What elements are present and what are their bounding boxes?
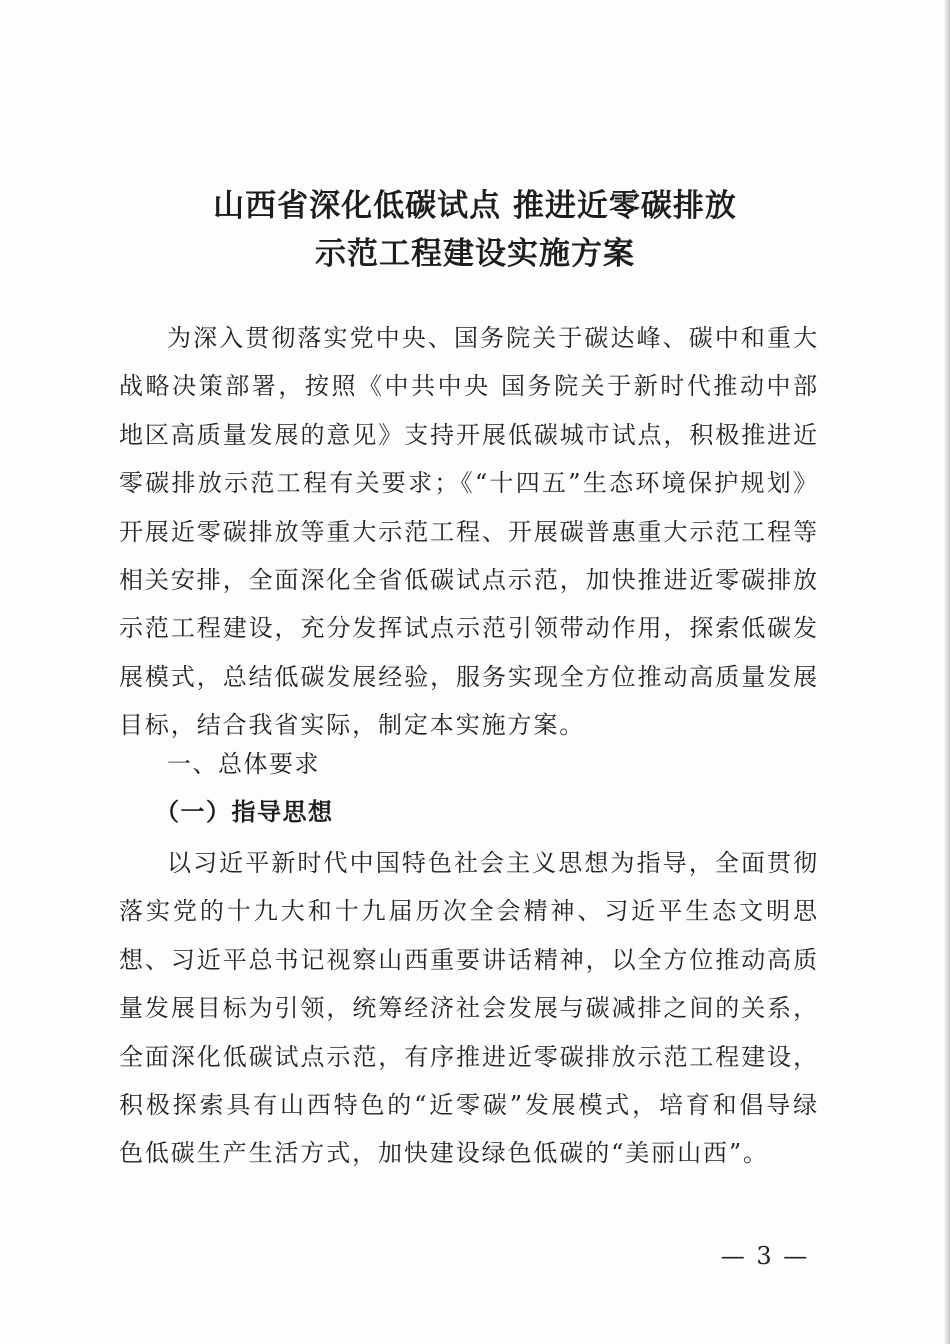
guiding-ideology-paragraph: 以习近平新时代中国特色社会主义思想为指导，全面贯彻落实党的十九大和十九届历次全会精神、习近平生态文明思想、习近平总书记视察山西重要讲话精神，以全方位推动高质量发展目标为引领，统筹经济社会发展与碳减排之间的关系，全面深化低碳试点示范，有序推进近零碳排放示范工程建设，积极探索具有山西特色的“近零碳”发展模式，培育和倡导绿色低碳生产生活方式，加快建设绿色低碳的“美丽山西”。 [119,849,819,1168]
scan-edge-shadow [944,0,950,1344]
document-title-line-1: 山西省深化低碳试点 推进近零碳排放 [213,188,737,224]
subsection-heading-guiding-ideology: （一）指导思想 [155,798,334,826]
intro-paragraph: 为深入贯彻落实党中央、国务院关于碳达峰、碳中和重大战略决策部署，按照《中共中央 国务院关于新时代推动中部地区高质量发展的意见》支持开展低碳城市试点，积极推进近零碳排放示范工程有关要求；《“十四五”生态环境保护规划》开展近零碳排放等重大示范工程、开展碳普惠重大示范工程等相关安排，全面深化全省低碳试点示范，加快推进近零碳排放示范工程建设，充分发挥试点示范引领带动作用，探索低碳发展模式，总结低碳发展经验，服务实现全方位推动高质量发展目标，结合我省实际，制定本实施方案。 [119,324,819,740]
document-title-line-2: 示范工程建设实施方案 [315,236,635,272]
page-number: — 3 — [720,1242,810,1270]
section-heading-overall-requirements: 一、总体要求 [167,750,320,778]
